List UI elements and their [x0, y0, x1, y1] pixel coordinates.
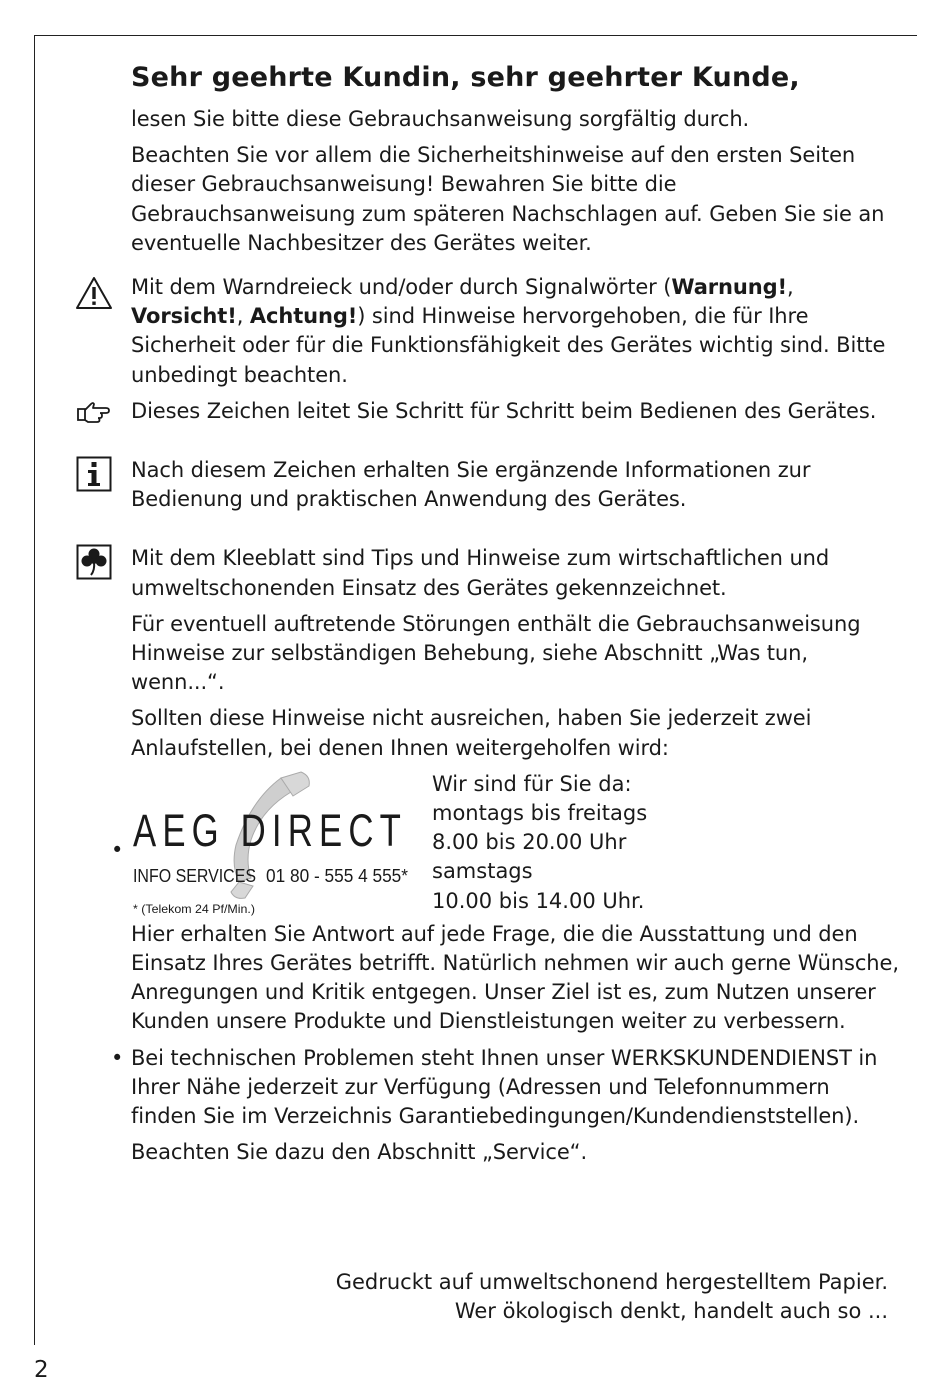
- footer-note: [336, 1268, 888, 1326]
- footer-line-1: Gedruckt auf umweltschonend hergestelltem Papier.: [335, 1270, 888, 1294]
- signal-word-achtung: Achtung!: [249, 304, 358, 329]
- page-number: 2: [34, 1357, 49, 1383]
- signal-word-warnung: Warnung!: [671, 275, 787, 300]
- hours-line-3: 8.00 bis 20.00 Uhr: [432, 830, 627, 855]
- bullet-service: •: [111, 1045, 124, 1070]
- warning-triangle-icon: [74, 275, 114, 311]
- opening-hours: [432, 770, 647, 916]
- aeg-direct-section: [111, 770, 901, 920]
- pointing-hand-icon: [76, 400, 110, 424]
- intro-safety-text: Beachten Sie vor allem die Sicherheitshinweise auf den ersten Seiten dieser Gebrauchsanweisung! Bewahren Sie bitte die Gebrauchsanweisung zum späteren Nachschlagen auf. Geben Sie sie an eventuelle Nachbesitzer des Gerätes weiter.: [131, 143, 885, 255]
- hours-line-4: samstags: [432, 859, 533, 884]
- frame-left-rule: [34, 35, 35, 1345]
- warning-text-b: ) sind Hinweise hervorgehoben, die für Ihre Sicherheit oder für die Funktionsfähigkeit des Gerätes wichtig sind. Bitte unbedingt beachten.: [131, 304, 886, 387]
- hours-line-2: montags bis freitags: [432, 801, 648, 826]
- info-icon: [76, 456, 112, 492]
- signal-word-vorsicht: Vorsicht!: [131, 304, 237, 329]
- info-services-phone: 01 80 - 555 4 555*: [266, 865, 408, 886]
- warning-sep-1: ,: [786, 275, 794, 300]
- warning-block: [131, 273, 901, 390]
- telekom-footnote: * (Telekom 24 Pf/Min.): [133, 901, 255, 916]
- info-block: [131, 456, 901, 514]
- page-content: [111, 60, 901, 1174]
- service-text: Bei technischen Problemen steht Ihnen unser WERKSKUNDENDIENST in Ihrer Nähe jederzeit zur Verfügung (Adressen und Telefonnummern finden Sie im Verzeichnis Garantiebedingungen/Kundendienststellen).: [131, 1045, 878, 1129]
- aeg-direct-wordmark: AEG DIRECT: [133, 804, 407, 856]
- answer-text: Hier erhalten Sie Antwort auf jede Frage, die die Ausstattung und den Einsatz Ihres Gerätes betrifft. Natürlich nehmen wir auch gerne Wünsche, Anregungen und Kritik entgegen. Unser Ziel ist es, zum Nutzen unserer Kunden unsere Produkte und Dienstleistungen weiter zu verbessern.: [131, 921, 899, 1034]
- clover-icon: [76, 544, 112, 580]
- hand-text: Dieses Zeichen leitet Sie Schritt für Schritt beim Bedienen des Gerätes.: [131, 398, 877, 423]
- clover-text: Mit dem Kleeblatt sind Tips und Hinweise zum wirtschaftlichen und umweltschonenden Einsatz des Gerätes gekennzeichnet.: [131, 546, 830, 600]
- footer-line-2: Wer ökologisch denkt, handelt auch so ...: [454, 1299, 888, 1324]
- page-title: Sehr geehrte Kundin, sehr geehrter Kunde,: [131, 62, 800, 93]
- warning-sep-2: ,: [236, 304, 250, 329]
- warning-text-a: Mit dem Warndreieck und/oder durch Signalwörter (: [131, 275, 672, 300]
- hand-block: [131, 397, 901, 426]
- hours-line-1: Wir sind für Sie da:: [432, 771, 632, 796]
- service-note-text: Beachten Sie dazu den Abschnitt „Service“.: [131, 1140, 588, 1165]
- bullet-aeg: •: [111, 837, 124, 862]
- clover-block: [131, 544, 901, 602]
- contacts-intro-text: Sollten diese Hinweise nicht ausreichen, haben Sie jederzeit zwei Anlaufstellen, bei denen Ihnen weitergeholfen wird:: [131, 706, 812, 760]
- info-text: Nach diesem Zeichen erhalten Sie ergänzende Informationen zur Bedienung und praktischen Anwendung des Gerätes.: [131, 458, 811, 512]
- info-services-label: INFO SERVICES: [133, 865, 256, 886]
- warning-text: [131, 273, 901, 390]
- aeg-direct-logo: [131, 770, 421, 920]
- hours-line-5: 10.00 bis 14.00 Uhr.: [432, 888, 645, 913]
- frame-top-rule: [34, 35, 917, 36]
- service-block: [111, 1044, 901, 1132]
- troubleshoot-text: Für eventuell auftretende Störungen enthält die Gebrauchsanweisung Hinweise zur selbständigen Behebung, siehe Abschnitt „Was tun, wenn...“.: [131, 611, 861, 695]
- intro-text: lesen Sie bitte diese Gebrauchsanweisung sorgfältig durch.: [131, 107, 750, 131]
